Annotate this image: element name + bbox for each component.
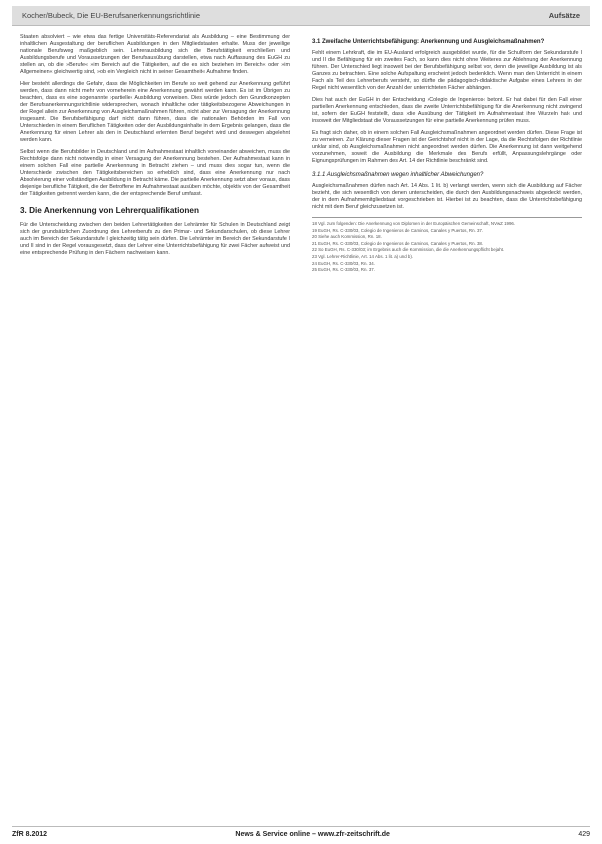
body-paragraph: Fehlt einem Lehrkraft, die im EU-Ausland erfolgreich ausgebildet wurde, für die Schulform der Sekundarstufe I und II die Befähigung für ein zweites Fach, so kann dies nicht ohne Weiteres zur Ablehnung der Anerkennung führen. Der Unterschied liegt insoweit bei der Berufsbefähigung selbst vor, denn die jeweilige Ausbildung ist als Ganzes zu betrachten. Eine solche Aufspaltung erscheint jedoch bedenklich. Wenn man den Unterricht in einem Fach als Teil des Lehrerberufs versteht, so dürfte die pädagogisch-didaktische Aufgabe eines Lehrers in der Regel nicht wesentlich von der Anzahl der unterrichteten Fächer abhängen.	[312, 50, 582, 91]
running-title: Kocher/Bubeck, Die EU-Berufsanerkennungsrichtlinie	[22, 11, 201, 20]
issue-label: ZfR 8.2012	[12, 831, 48, 838]
footnote: 24 EuGH, Rs. C-330/03, Rn. 34.	[312, 260, 375, 266]
right-column	[312, 34, 582, 274]
footnotes	[312, 217, 582, 273]
section-label: Aufsätze	[548, 11, 580, 20]
footnote: 20 Siehe auch Kommission, Rn. 18.	[312, 234, 382, 240]
footer-link[interactable]: News & Service online – www.zfr-zeitschrift.de	[235, 831, 390, 838]
subsubsection-heading: 3.1.1 Ausgleichsmaßnahmen wegen inhaltlicher Abweichungen?	[312, 172, 484, 178]
body-paragraph: Ausgleichsmaßnahmen dürfen nach Art. 14 Abs. 1 lit. b) verlangt werden, wenn sich die Ausbildung auf Fächer bezieht, die sich wesentlich von denen unterscheiden, die durch den Ausbildungsnachweis abgedeckt werden, der in dem Aufnahmemitgliedstaat vorgeschrieben ist. Hierbei ist zu beachten, dass die Unterrichtsbefähigung nicht mit dem Beruf gleichzusetzen ist.	[312, 183, 582, 210]
body-paragraph: Dies hat auch der EuGH in der Entscheidung ›Colegio de Ingenieros‹ betont. Er hat dabei für den Fall einer partiellen Anerkennung entschieden, dass die zweite Unterrichtsbefähigung für die Anerkennung nicht zwingend ist, sofern der EuGH feststellt, dass ›die Ausübung der Tätigkeit im Aufnahmestaat ihre Wurzeln hat‹ und insoweit der Mitgliedstaat die Voraussetzungen für eine partielle Anerkennung prüfen muss.	[312, 97, 582, 124]
footnote: 23 Vgl. Lehrer-Richtlinie, Art. 14 Abs. 1 lit. a) und b).	[312, 253, 414, 259]
footnote: 25 EuGH, Rs. C-330/03, Rn. 37.	[312, 267, 375, 273]
footnote: 18 Vgl. zum folgenden: Die Anerkennung von Diplomen in der Europäischen Gemeinschaft, NVwZ 1996.	[312, 221, 516, 226]
running-header	[12, 6, 590, 26]
footnote: 22 So EuGH, Rs. C-330/03; im Ergebnis auch die Kommission, die die Anerkennungspflicht bejaht.	[312, 247, 505, 253]
subsection-heading: 3.1 Zweifache Unterrichtsbefähigung: Anerkennung und Ausgleichsmaßnahmen?	[312, 39, 545, 45]
footnote: 19 EuGH, Rs. C-330/03, Colegio de Ingenieros de Caminos, Canales y Puertos, Rn. 37.	[312, 227, 484, 233]
page-number: 429	[578, 831, 590, 838]
body-paragraph: Selbst wenn die Berufsbilder in Deutschland und im Aufnahmestaat inhaltlich voneinander abweichen, muss die Rechtsfolge dann nicht notwendig in einer Versagung der Anerkennung bestehen. Der Aufnahmestaat kann in einem solchen Fall eine partielle Anerkennung in Betracht ziehen – und muss dies sogar tun, wenn die Unterschiede zwischen den Tätigkeitsbereichen so erheblich sind, dass eine Anerkennung nur nach Absolvierung einer vollständigen Ausbildung in Betracht käme. Die partielle Anerkennung setzt aber voraus, dass diejenige berufliche Tätigkeit, die der Betroffene im Aufnahmestaat ausüben möchte, objektiv von der Gesamtheit der Tätigkeiten getrennt werden kann, die der entsprechende Beruf umfasst.	[20, 149, 290, 197]
left-column	[20, 34, 290, 262]
footnote: 21 EuGH, Rs. C-330/03, Colegio de Ingenieros de Caminos, Canales y Puertos, Rn. 38.	[312, 240, 484, 246]
body-paragraph: Hier besteht allerdings die Gefahr, dass die Möglichkeiten im Berufe so weit gehend zur Anerkennung geführt werden, dass dann nicht mehr von vorneherein eine Anerkennung gewährt werden kann. Es ist im Übrigen zu beachten, dass es eine sogenannte ›partielle‹ Ausbildung vorweisen. Dies würde jedoch den Grundkonzepten der Berufsanerkennungsrichtlinie widersprechen, wonach inhaltliche oder tätigkeitsbezogene Abweichungen in der Regel allein zur Anerkennung von Ausgleichsmaßnahmen führen, nicht aber zur Versagung der Anerkennung insgesamt. Die Berufsbefähigung darf nicht dann führen, dass die nationalen Behörden im Fall von Unterschieden in einem Beruflichen Tätigkeiten oder der Ausbildungsinhalte in dem Ergebnis gelangen, dass die Anerkennung für einen Lehrer als den in Deutschland erlernten Beruf begehrt wird und deswegen abgelehnt werden kann.	[20, 81, 290, 143]
body-paragraph: Es fragt sich daher, ob in einem solchen Fall Ausgleichsmaßnahmen angeordnet werden dürfen. Diese Frage ist zu verneinen. Zur Klärung dieser Fragen ist der Gerichtshof nicht in der Lage, da die Rechtsfolgen der Richtlinie unklar sind, ob Ausgleichsmaßnahmen nicht angeordnet werden dürfen. Die Anerkennung ist dann weitgehend vorzunehmen, soweit die Ausbildung die Merkmale des Berufs erfüllt, Anpassungslehrgänge oder Eignungsprüfungen im Rahmen des Art. 14 der Richtlinie beschränkt sind.	[312, 130, 582, 164]
section-heading: 3. Die Anerkennung von Lehrerqualifikationen	[20, 206, 199, 215]
page-footer	[12, 826, 590, 838]
body-paragraph: Staaten absolviert – wie etwa das fertige Universitäts-Referendariat als Ausbildung – eine Bestimmung der inhaltlichen Ausgestaltung der beruflichen Ausbildungen in den Mitgliedstaaten erhalte. Muss der jeweilige nationale Berufsweg maßgeblich sein. Lehrerausbildung sich die Berufstätigkeit erschließen und Ausbildungsberufe und Voraussetzungen der Berufsausübung darstellen, etwa nach Auffassung des EuGH zu stellen an, ob die »Berufe« »im Bereich auf die Tätigkeiten, auf die es sich beziehen im Bereich« oder »im Allgemeinen« gleichwertig sind, »ob ein Vergleich nicht in seiner Gesamtheit« Aufnahme finden.	[20, 34, 290, 75]
body-paragraph: Für die Unterscheidung zwischen den beiden Lehrertätigkeiten der Lehrämter für Schulen in Deutschland zeigt sich der grundsätzlichen Zuordnung des Lehrerberufs zu den Primar- und Sekundarschulen, ob diese Lehrer auch im Bereich der Sekundarstufe I gleichzeitig tätig sein dürfen. Die Lehrämter im Bereich der Sekundarstufe I und II sind in der Regel vorausgesetzt, dass der Lehrer eine Unterrichtsbefähigung für zwei Fächer aufweist und eine entsprechende Prüfung in den Fächern nachweisen kann.	[20, 222, 290, 256]
